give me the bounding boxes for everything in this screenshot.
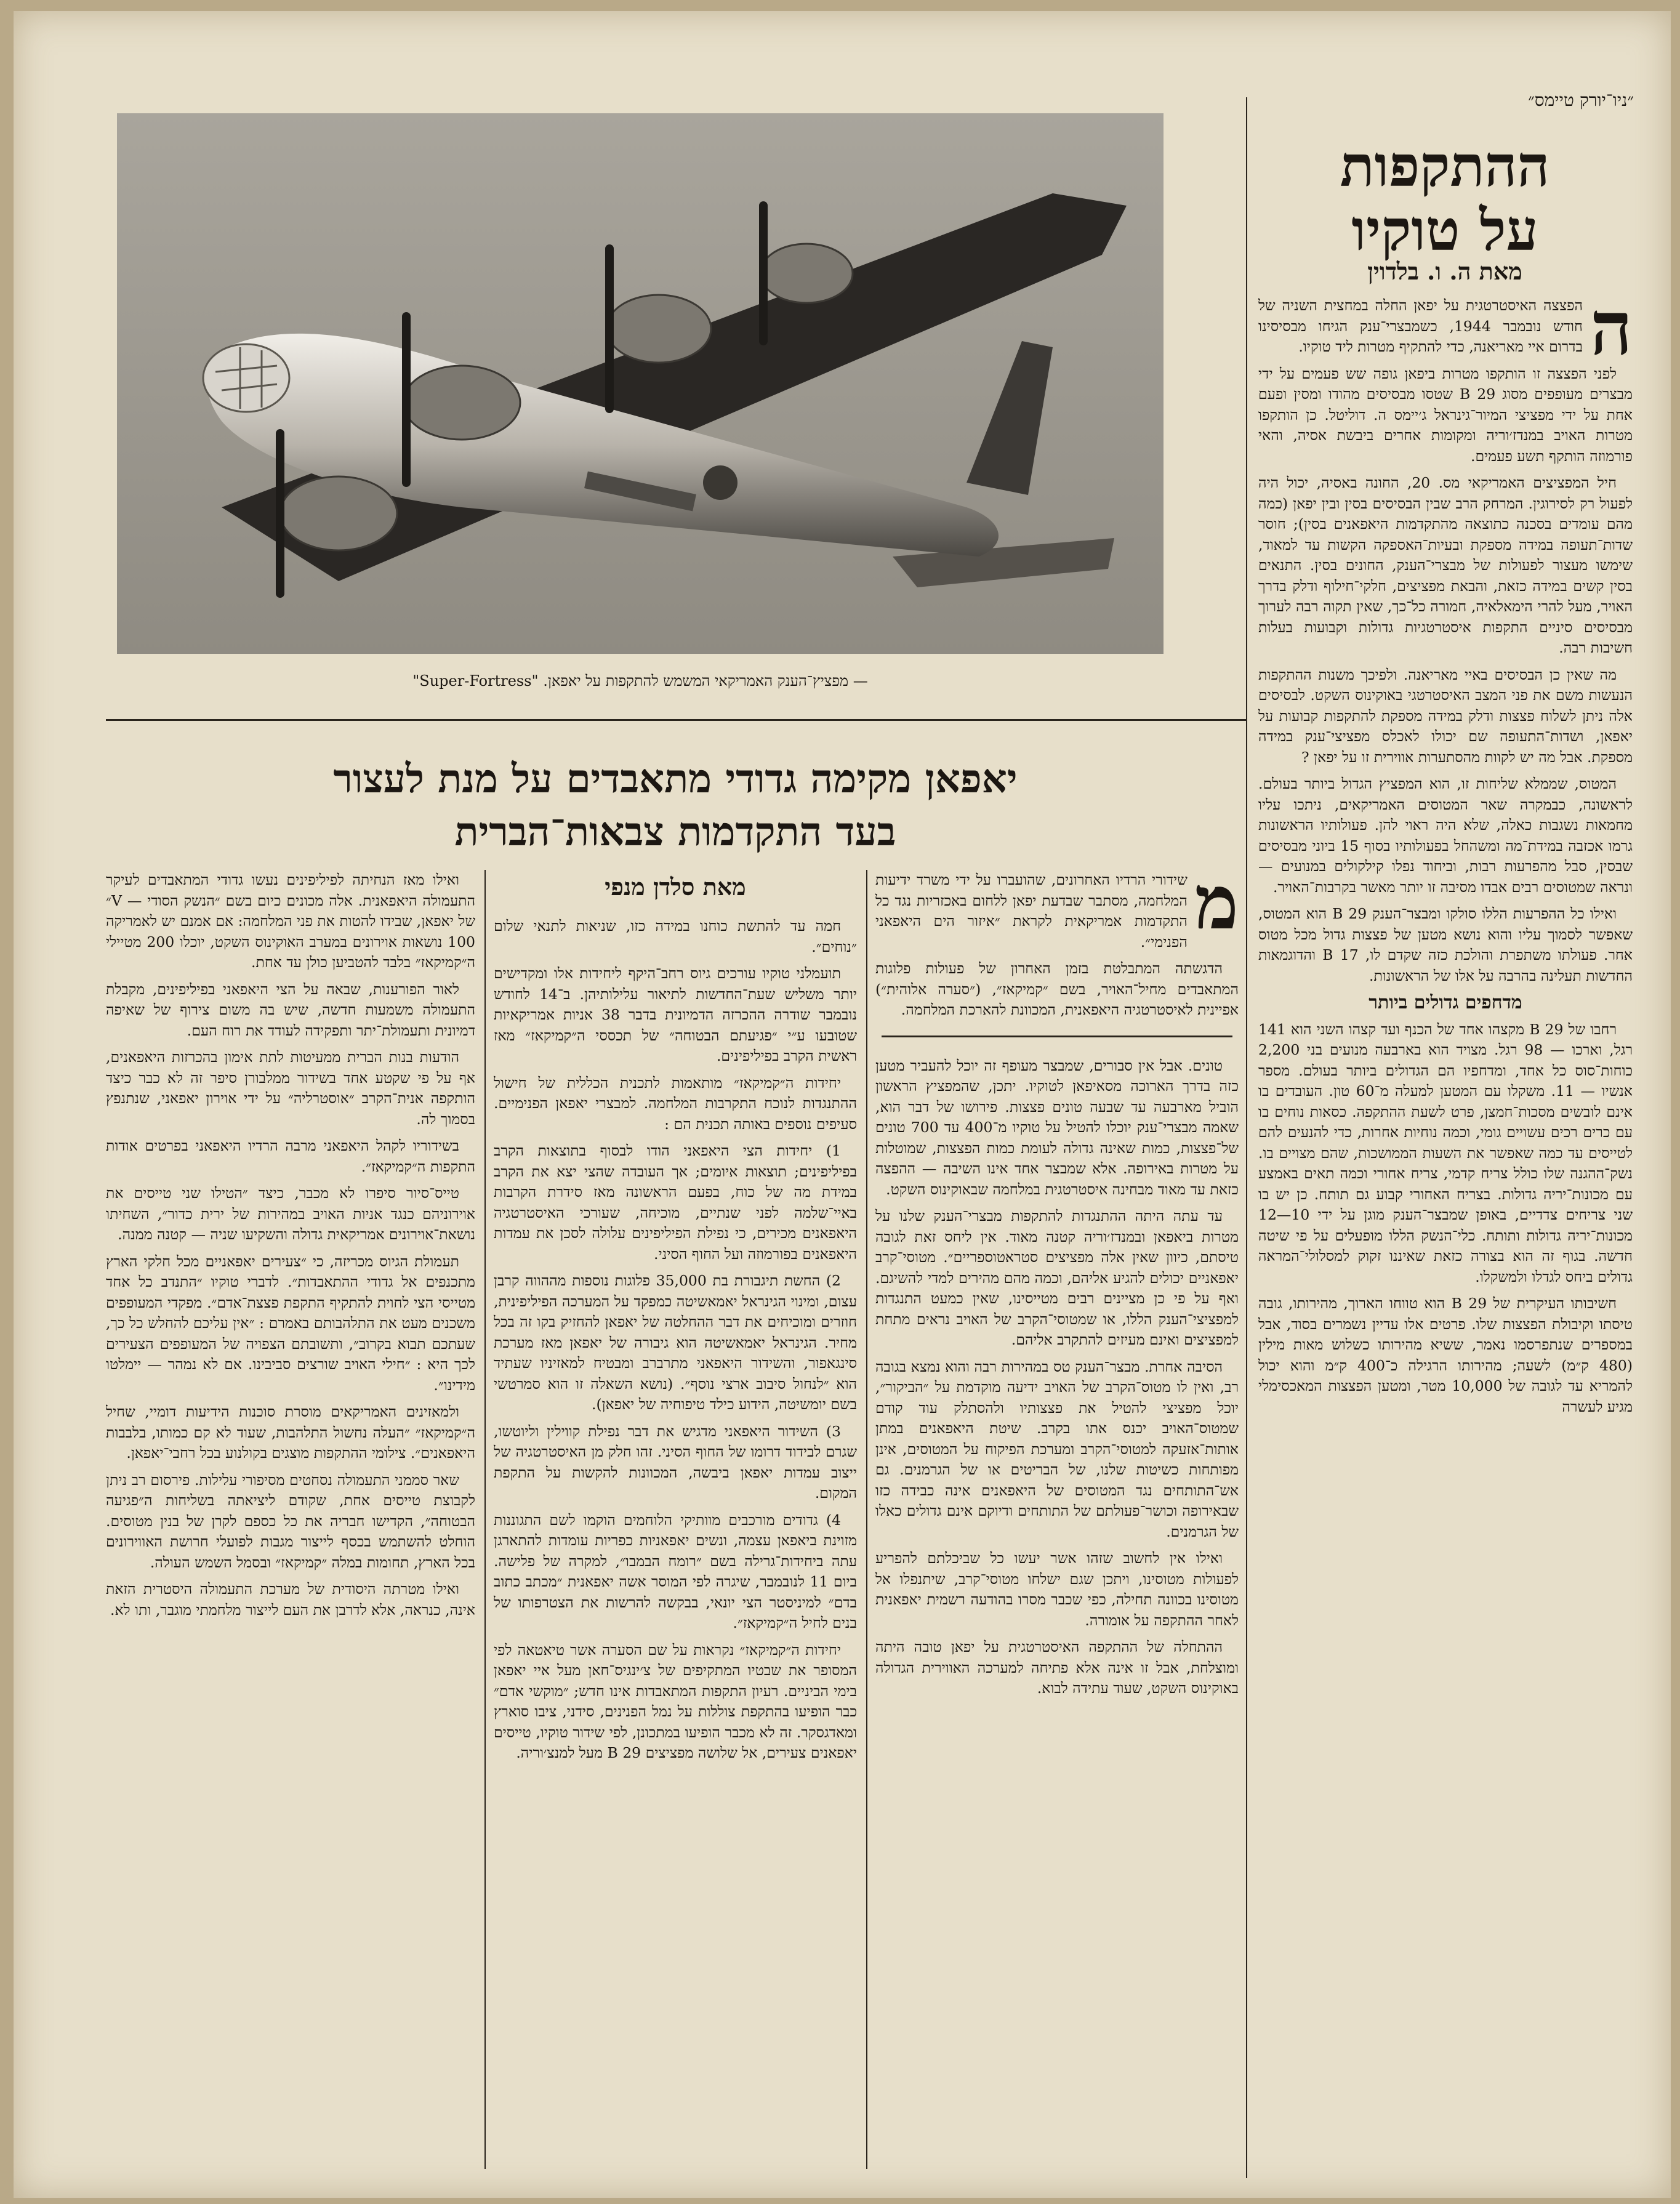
photo-caption: [117, 672, 1164, 690]
article2-c1-p3: טונים. אבל אין סבורים, שמבצר מעופף זה יוכל להעביר מטען כזה בדרך הארוכה מסאיפאן לטוקיו. יתכן, שהמפציץ הראשון הוביל מארבעה עד שבעה טונים פצצות. פירושו של דבר הוא, שאמה מבצרי־ענק יוכלו להטיל על טוקיו מ־400 עד 700 טונים של־פצצות, כמות שאינה גדולה לעומת כמות הפצצות, שמוטלות על מטרות באירופה. אלא שמבצר אחד אינו השיבה — ההפצה כזאת עד מאוד מבחינה איסטרטגית במלחמה שבאוקינוס השקט.: [875, 1056, 1239, 1198]
article2-column-3: [106, 870, 475, 2175]
article2-c1-p1: שידורי הרדיו האחרונים, שהועברו על ידי משרד ידיעות המלחמה, מסתבר שבדעת יפאן ללחום באכזריות נגד כל התקדמות אמריקאית לקראת ״איזור הים היאפאני הפנימי״.: [875, 871, 1188, 951]
column-divider: [1246, 97, 1247, 2178]
newspaper-source: ״ניו־יורק טיימס״: [1528, 90, 1634, 110]
caption-english: "Super-Fortress": [412, 672, 539, 690]
newspaper-page: [14, 11, 1671, 2198]
article2-column-2: [494, 916, 857, 2175]
article1-title-line1: ההתקפות: [1340, 133, 1550, 199]
article2-headline-line1: יאפאן מקימה גדודי מתאבדים על מנת לעצור: [333, 756, 1018, 802]
article2-c3-p4: בשידוריו לקהל היאפאני מרבה הרדיו היאפאני בפרטים אודות התקפות ה״קמיקאז״.: [106, 1137, 475, 1175]
article2-c2-p3: יחידות ה״קמיקאז״ מותאמות לתכנית הכללית של חישול ההתנגדות לנוכח התקרבות המלחמה. למבצרי יאפאן הפנימיים. סעיפים נוספים באותה תכנית הם :: [494, 1074, 857, 1133]
article2-c3-p6: תעמולת הגיוס מכריזה, כי ״צעירים יאפאניים מכל חלקי הארץ מתכנפים אל גדודי ההתאבדות״. לדברי טוקיו ״התנדב כל אחד מטייסי הצי לחוית להתקיף התקפת פצצת־אדם״. מפקדי המעופפים משכנים מעט את התלהבותם באמרם : ״אין עליכם להחלש כל כך, שעתכם תבוא בקרוב״, ותשובתם הצפויה של המעופפים הצעירים לכך היא : ״חילי האויב שורצים סביבינו. אם לא נמהר — יימלטו מידינו״.: [106, 1252, 475, 1394]
article1-title-line2: על טוקיו: [1351, 197, 1538, 263]
article1-paragraph: [1258, 296, 1633, 372]
article1-column: [1258, 296, 1633, 2173]
article2-c1-p7: ההתחלה של ההתקפה האיסטרטגית על יפאן טובה היתה ומוצלחת, אבל זו אינה אלא פתיחה למערכה האווירית הגדולה באוקינוס השקט, שעוד עתידה לבוא.: [875, 1638, 1239, 1697]
article2-c3-p3: הודעות בנות הברית ממעיטות לתת אימון בהכרזות היאפאנים, אף על פי שקטע אחד בשידור ממלבורן סיפר זה לא כבר כיצד הותקפה אנית־הקרב ״אוסטרליה״ על ידי אוירון יאפאני, שנתנפץ בסמוך לה.: [106, 1048, 475, 1128]
article1-p6: ואילו כל ההפרעות הללו סולקו ומבצר־הענק B 29 הוא המטוס, שאפשר לסמוך עליו והוא נושא מטען של פצצות גדול מכל מטוס אחר. פעולתו משתפרת והולכת כזה שקדם לו, B 17 והדוגמאות החדשות תעלינה בהרבה על אלו של הראשונות.: [1258, 905, 1633, 984]
article2-column-1: [875, 870, 1239, 2175]
article2-c2-p7: 4) גדודים מורכבים מוותיקי הלוחמים הוקמו לשם התגוננות מזוינת ביאפאן עצמה, ונשים יאפאניות כפריות עומדות להתארגן עתה ביחידות־גרילה בשם ״רומח הבמבו״, למקרה של פלישה. ביום 11 לנובמבר, שיגרה לפי המוסר אשה יאפאנית ״מכתב כתוב בדם״ למיניסטר הצי יונאי, בבקשה להרשות את הצטרפותו של בנים לחיל ה״קמיקאז״.: [494, 1511, 857, 1631]
article1-subhead: מדחפים גדולים ביותר: [1369, 992, 1522, 1013]
article1-p3: חיל המפציצים האמריקאי מס. 20, החונה באסיה, יכול היה לפעול רק לסירוגין. המרחק הרב שבין הבסיסים בסין ובין יפאן (כמה מהם עומדים בסכנה כתוצאה מהתקדמות היאפאנים בסין); חוסר שדות־תעופה במידה מספקת ובעיות־האספקה הקשות עד למאוד, שימשו מעצור לפעולות של מבצרי־הענק, החונים בסין. התנאים בסין קשים במידה כזאת, והבאת מפציצים, חלקי־חילוף ודלק בדרך האויר, מעל להרי הימאלאיה, חמורה כל־כך, שאין תקוה רבה לערוך מבסיסים סיניים התקפות איסטרטגיות גדולות וקבועות בעלות חשיבות רבה.: [1258, 474, 1633, 656]
column-divider: [866, 870, 867, 2169]
article2-c3-p7: ולמאזינים האמריקאים מוסרת סוכנות הידיעות דומיי, שחיל ה״קמיקאז״ ״העלה נחשול התלהבות, שעוד לא קם כמותו, בלבבות היאפאנים״. צילומי ההתקפות מוצגים בקולנוע בכל רחבי־יאפאן.: [106, 1403, 475, 1462]
article2-c2-p6: 3) השידור היאפאני מדגיש את דבר נפילת קווילין וליוטשו, שגרם לבידוד דרומו של החוף הסיני. זהו חלק מן האיסטרטגיה של ייצוב עמדות יאפאן ביבשה, המכוונות להקשות על התקפת המקום.: [494, 1422, 857, 1502]
bomber-aircraft-image: [117, 113, 1164, 654]
article2-byline: מאת סלדן מנפי: [605, 873, 746, 901]
article1-byline: מאת ה. ו. בלדוין: [1367, 257, 1522, 285]
article1-title: [1257, 134, 1633, 262]
article2-c2-p1: חמה עד להתשת כוחנו במידה כזו, שניאות לתנאי שלום ״נוחים״.: [494, 917, 857, 955]
article2-c3-p2: לאור הפורענות, שבאה על הצי היאפאני בפיליפינים, מקבלת התעמולה משמעות חדשה, שיש בה משום צירוף של שאיפה דמיונית ותעמולת־יתר ותפקידה לעודד את רוח העם.: [106, 980, 475, 1039]
article1-p7: רחבו של B 29 מקצהו אחד של הכנף ועד קצהו השני הוא 141 רגל, וארכו — 98 רגל. מצויד הוא בארבעה מנועים בני 2,200 כוחות־סוס כל אחד, ומדחפיו הם הגדולים ביותר בעולם. מספר אנשיו — 11. משקלו עם המטען למעלה מ־60 טון. העובדים בו אינם לובשים מסכות־חמצן, פרט לשעת ההתקפה. כסאות נוחים בו עם כרים רכים עשויים גומי, וכמה נוחיות אחרות, כדי להנעים להם לטייסים עד כמה שאפשר את השעות הממושכות, שהם מצויים בו. נשק־ההגנה שלו כולל צריח קדמי, צריח אחורי וכמה תאים באמצע עם מכונות־יריה גדולות. בצריח האחורי קבוע גם תותח. כן יש בו שני צריחים צדדיים, באופן שמבצר־הענק מוגן על ידי 10—12 מכונות־יריה גדולות ותותח. כלי־הנשק הללו מופעלים על פי שיטה חדשה. בגוף זה הוא בצורה כזאת שאיננו זקוק למסלולי־המראה גדולים ביחס לגדלו ולמשקלו.: [1258, 1020, 1633, 1285]
article2-c2-p5: 2) החשת תיגבורת בת 35,000 פלוגות נוספות מההווה קרבן עצום, ומינוי הגינראל יאמאשיטה כמפקד על המערכה הפיליפינית, חוזרים ומוכיחים את דבר ההחלטה של יאפאן להחזיק בקו זה בכל מחיר. הגינראל יאמאשיטה הוא גיבורה של יאפאן מאז מערכת סינגאפור, והשידור היאפאני מתרברב ומבטיח למאזיניו שעתיד הוא ״לנחול סיבוב ארצי נוסף״. (נושא השאלה זו הוא סמרטשי בשם יומשיטה, הידוע כילד טיפוחיה של יאפאן).: [494, 1272, 857, 1413]
article2-c3-p1: ואילו מאז הנחיתה לפיליפינים נעשו גדודי המתאבדים לעיקר התעמולה היאפאנית. אלה מכונים כיום בשם ״הנשק הסודי — V״ של יאפאן, שבידו להטות את פני המלחמה: אם אמנם יש לאמריקה 100 נושאות אוירונים במערב האוקינוס השקט, יוכלו 200 מטיילי ה״קמיקאז״ בלבד להטביען כולן עד אחת.: [106, 871, 475, 971]
article2-paragraph: [875, 870, 1239, 952]
article2-c1-p5: הסיבה אחרת. מבצר־הענק טס במהירות רבה והוא נמצא בגובה רב, ואין לו מטוס־הקרב של האויב ידיעה מוקדמת על ״הביקור״, יוכל מפציצי להטיל את פצצותיו ולהסתלק עוד קודם שמטוס־האויב יכנס אתו בקרב. שיטת היאפאנים במתן אותות־אזעקה למטוסי־הקרב ומערכת הפיקוח על המטוסים, אינן מפותחות כשיטות שלנו, של הבריטים או של הגרמנים. גם אש־התותחים נגד המטוסים של היאפאנים אינה כבידה כזו שבאירופה וכושר־פעולתם של התותחים ודיוקם אינם גדולים כאלו של הגרמנים.: [875, 1357, 1239, 1540]
article2-c1-p2: הדגשתה המתבלטת בזמן האחרון של פעולות פלוגות המתאבדים מחיל־האויר, בשם ״קמיקאז״, (״סערה אלוהית״) אפיינית לאיסטרטגיה היאפאנית, המכוונת להארכת המלחמה.: [875, 960, 1239, 1018]
article1-p4: מה שאין כן הבסיסים באיי מאריאנה. ולפיכך משנות ההתקפות הנעשות משם את פני המצב האיסטרטגי באוקינוס השקט. לבסיסים אלה ניתן לשלוח פצצות ודלק במידה מספקת להתקפות קבועות על יאפאן, ושדות־התעופה שם יכולו לאכלס מפציצי־ענק במידה מספקת. אבל מה יש לקוות מהסתערות אווירית זו על יפאן ?: [1258, 666, 1633, 766]
section-rule: [882, 1036, 1232, 1037]
article1-p1: הפצצה האיסטרטגית על יפאן החלה במחצית השניה של חודש נובמבר 1944, כשמבצרי־ענק הגיחו מבסיסינו בדרום איי מאריאנה, כדי להתקיף מטרות ליד טוקיו.: [1258, 297, 1583, 355]
article2-c2-p2: תועמלני טוקיו עורכים גיוס רחב־היקף ליחידות אלו ומקדישים יותר משליש שעת־החדשות לתיאור עלילותיהן. ב־14 לחודש נובמבר שודרה ההכרזה הדמיונית בדבר 38 אניות אמריקאיות שטובעו ע״י ״פגיעתם הבטוחה״ של תכססי ה״קמיקאז״ מאז ראשית הקרב בפיליפינים.: [494, 965, 857, 1064]
article2-headline: [106, 753, 1245, 859]
photo-rule: [106, 719, 1246, 721]
article1-p8: חשיבותו העיקרית של B 29 הוא טווחו הארוך, מהירותו, גובה טיסתו וקיבולת הפצצות שלו. פרטים אלו עדיין נשמרים בסוד, אבל במספרים שנתפרסמו נאמר, ששיא מהירותו כשלוש מאות מילין (480 ק״מ) לשעה; מהירותו הרגילה כ־400 ק״מ והוא יכול להמריא עד לגובה של 10,000 מטר, ומטען הפצצות המאכסימלי מגיע לעשרה: [1258, 1295, 1633, 1415]
caption-english-text: Super-Fortress: [419, 672, 532, 690]
article2-c3-p5: טייס־סיור סיפרו לא מכבר, כיצד ״הטילו שני טייסים את אוירוניהם כנגד אניות האויב במהירות של ירית כדור״, השחיתו נושאת־אוירונים אמריקאית גדולה והשקיעו שניה — קטנה ממנה.: [106, 1184, 475, 1243]
article2-c2-p8: יחידות ה״קמיקאז״ נקראות על שם הסערה אשר טיאטאה לפי המסופר את שבטיו המתקיפים של צ׳ינגיס־חאן מעל איי יאפאן בימי הביניים. רעיון התקפות המתאבדות אינו חדש; ״מוקשי אדם״ כבר הופיעו בהתקפת צוללות על נמל הפנינים, סידני, ציבו סוארץ ומאדגסקר. זה לא מכבר הופיעו במתכונן, לפי שידור טוקיו, טייסים יאפאנים צעירים, אל שלושה מפציצים B 29 מעל למנצ׳וריה.: [494, 1641, 857, 1761]
column-divider: [484, 870, 486, 2169]
dropcap: ה: [1590, 296, 1633, 372]
article2-c3-p8: שאר סממני התעמולה נסחטים מסיפורי עלילות. פירסום רב ניתן לקבוצת טייסים אחת, שקודם ליציאתה בשליחות ה״פגיעה הבטוחה״, הקדישו חבריה את כל כספם לקרן של בנין מטוסים. הוחלט להשתמש בכסף לייצור מגבות לפועלי חרושת האווירונים בכל הארץ, תחומות במלה ״קמיקאז״ ובסמל השמש העולה.: [106, 1471, 475, 1571]
caption-hebrew: — מפציץ־הענק האמריקאי המשמש להתקפות על יאפאן.: [543, 672, 868, 690]
article1-p2: לפני הפצצה זו הותקפו מטרות ביפאן גופה שש פעמים על ידי מבצרים מעופפים מסוג B 29 שטסו מבסיסים מהודו ומסין ופעם אחת על ידי מפציצי המיור־גינראל ג׳יימס ה. דוליטל. כן הותקפו מטרות האויב במנדז׳וריה ומקומות אחרים ביבשת אסיה, והאי פורמוזה הותקף תשע פעמים.: [1258, 364, 1633, 465]
article1-p5: המטוס, שממלא שליחות זו, הוא המפציץ הגדול ביותר בעולם. לראשונה, כבמקרה שאר המטוסים האמריקאים, ניתכו עליו מחמאות נשגבות כאלה, שלא היה ראוי להן. פעולותיו הראשונות גרמו אכזבה במידת־מה ומשהחל בפעולותיו בסוף 15 ביוני מבסיסים שבסין, סבל מהפרעות רבות, וביחוד נפלו קילקולים במנועים — ונראה שמטוסים רבים אבדו מסיבה זו יותר מאשר בקרבות־האויר.: [1258, 775, 1633, 896]
article2-headline-line2: בעד התקדמות צבאות־הברית: [454, 809, 896, 855]
article2-c1-p4: עד עתה היתה ההתנגדות להתקפות מבצרי־הענק שלנו על מטרות ביאפאן ובמנדז׳וריה קטנה מאוד. אין ליחס זאת לגובה טיסתם, כיוון שאין אלה מפציצים סטראטוספריים״. מטוסי־קרב יאפאניים יכולים להגיע אליהם, וכמה מהם מהירים למדי להשיגם. ואף על פי כן מציינים רבים מטייסינו, שאין כמעט התנגדות למפציצי־הענק הללו, או שמטוסי־הקרב של האויב נראים מתחת למפציצים ואינם מעיזים להתקרב אליהם.: [875, 1207, 1239, 1348]
article2-c1-p6: ואילו אין לחשוב שזהו אשר יעשו כל שביכלתם להפריע לפעולות מטוסינו, ויתכן שגם ישלחו מטוסי־קרב, שיתנפלו אל מטוסינו בכוונה תחילה, כפי שכבר מסרו בהודעה רשמית יאפאנית לאחר ההתקפה על אומורה.: [875, 1550, 1239, 1629]
article2-c2-p4: 1) יחידות הצי היאפאני הודו לבסוף בתוצאות הקרב בפיליפינים; תוצאות איומים; אך העובדה שהצי יצא את הקרב במידת מה של כוח, בפעם הראשונה מאז סידרת הקרבות באיי־שלמה לפני שנתיים, מוכיחה, שעורכי האיסטרטגיה היאפאנים מכירים, כי נפילת הפיליפינים עלולה לסכן את עמדות היאפאנים בפורמוזה ועל החוף הסיני.: [494, 1142, 857, 1263]
article2-c3-p9: ואילו מטרתה היסודית של מערכת התעמולה היסטרית הזאת אינה, כנראה, אלא לדרבן את העם לייצור מלחמתי מוגבר, ותו לא.: [106, 1580, 475, 1619]
dropcap: מ: [1194, 870, 1239, 946]
super-fortress-photo: [117, 113, 1164, 654]
